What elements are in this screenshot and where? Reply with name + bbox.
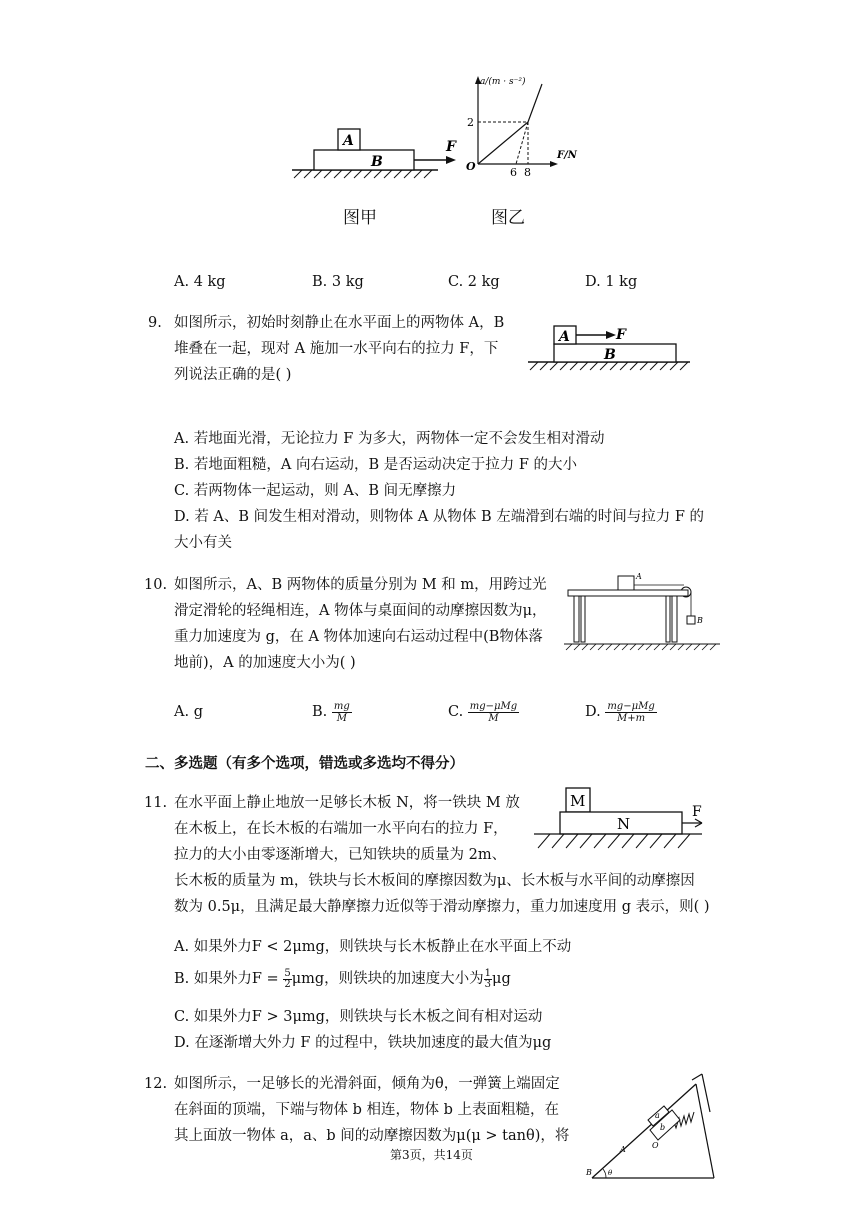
q10-figure [562, 570, 722, 658]
q11-line-4: 长木板的质量为 m，铁块与长木板间的摩擦因数为μ、长木板与水平间的动摩擦因 [174, 873, 695, 889]
q11-figure [532, 786, 712, 852]
q10-option-a: A. g [174, 704, 203, 720]
q12-line-1: 如图所示，一足够长的光滑斜面，倾角为θ，一弹簧上端固定 [174, 1076, 560, 1092]
q9-option-a: A. 若地面光滑，无论拉力 F 为多大，两物体一定不会发生相对滑动 [174, 431, 605, 447]
top-figure [280, 70, 620, 190]
q9-number: 9. [148, 315, 162, 331]
svg-text:B: B [586, 1168, 592, 1177]
q11-option-a: A. 如果外力F < 2μmg，则铁块与长木板静止在水平面上不动 [174, 939, 572, 955]
q11-line-2: 在木板上，在长木板的右端加一水平向右的拉力 F， [174, 821, 508, 837]
block-b [314, 150, 414, 170]
q11-option-b: B. 如果外力F = $\frac{5}{2}$ μmg，则铁块的加速度大小为 $\frac{1}{3}$ μg [174, 967, 511, 990]
q9-line-3: 列说法正确的是( ) [174, 367, 292, 383]
q9-line-2: 堆叠在一起，现对 A 施加一水平向右的拉力 F，下 [174, 341, 499, 357]
svg-text:O: O [652, 1141, 659, 1150]
q10-line-4: 地前)，A 的加速度大小为( ) [174, 655, 356, 671]
q11-option-d: D. 在逐渐增大外力 F 的过程中，铁块加速度的最大值为μg [174, 1035, 552, 1051]
svg-text:b: b [660, 1123, 666, 1132]
svg-text:A: A [620, 1145, 626, 1154]
section-2-heading: 二、多选题（有多个选项，错选或多选均不得分） [145, 756, 464, 772]
q12-line-2: 在斜面的顶端，下端与物体 b 相连，物体 b 上表面粗糙，在 [174, 1102, 559, 1118]
svg-text:F: F [616, 327, 626, 343]
q8-option-b: B. 3 kg [312, 274, 364, 290]
svg-text:B: B [604, 347, 616, 363]
axis-y-label: a/(m · s⁻²) [480, 77, 526, 87]
svg-text:A: A [636, 572, 642, 581]
q9-option-c: C. 若两物体一起运动，则 A、B 间无摩擦力 [174, 483, 457, 499]
tick-x-8: 8 [524, 166, 531, 179]
label-a: A [343, 133, 354, 149]
q11-option-c: C. 如果外力F > 3μmg，则铁块与长木板之间有相对运动 [174, 1009, 543, 1025]
svg-text:M: M [570, 792, 586, 810]
q11-line-5: 数为 0.5μ，且满足最大静摩擦力近似等于滑动摩擦力，重力加速度用 g 表示，则( ) [174, 899, 710, 915]
q8-option-c: C. 2 kg [448, 274, 500, 290]
q12-line-3: 其上面放一物体 a，a、b 间的动摩擦因数为μ(μ > tanθ)，将 [174, 1128, 570, 1144]
q9-option-d-cont: 大小有关 [174, 535, 232, 551]
q11-number: 11. [144, 795, 168, 811]
q12-number: 12. [144, 1076, 168, 1092]
svg-text:θ: θ [608, 1169, 613, 1177]
q12-figure [584, 1072, 720, 1182]
q10-line-1: 如图所示，A、B 两物体的质量分别为 M 和 m，用跨过光 [174, 577, 547, 593]
axis-x-label: F/N [557, 150, 577, 161]
q9-option-b: B. 若地面粗糙，A 向右运动，B 是否运动决定于拉力 F 的大小 [174, 457, 577, 473]
svg-text:B: B [697, 616, 703, 625]
q11-line-1: 在水平面上静止地放一足够长木板 N，将一铁块 M 放 [174, 795, 520, 811]
origin-label: O [466, 160, 476, 173]
q10-number: 10. [144, 577, 168, 593]
q10-option-c: C. $\frac{\text{mg−μMg}}{M}$ [448, 700, 518, 724]
svg-text:a: a [655, 1111, 660, 1120]
tick-y-2: 2 [467, 116, 474, 129]
q9-line-1: 如图所示，初始时刻静止在水平面上的两物体 A，B [174, 315, 505, 331]
q10-line-2: 滑定滑轮的轻绳相连，A 物体与桌面间的动摩擦因数为μ， [174, 603, 547, 619]
caption-left: 图甲 [343, 208, 377, 228]
q10-line-3: 重力加速度为 g，在 A 物体加速向右运动过程中(B物体落 [174, 629, 543, 645]
q9-figure [526, 318, 692, 374]
q8-option-a: A. 4 kg [174, 274, 226, 290]
caption-right: 图乙 [491, 208, 525, 228]
q9-option-d: D. 若 A、B 间发生相对滑动，则物体 A 从物体 B 左端滑到右端的时间与拉力 F 的 [174, 509, 705, 525]
svg-text:N: N [617, 815, 631, 833]
label-b: B [371, 154, 383, 170]
tick-x-6: 6 [510, 166, 517, 179]
label-f: F [446, 139, 456, 155]
q11-line-3: 拉力的大小由零逐渐增大，已知铁块的质量为 2m、 [174, 847, 507, 863]
q8-option-d: D. 1 kg [585, 274, 638, 290]
q10-option-d: D. $\frac{\text{mg−μMg}}{M+m}$ [585, 700, 655, 724]
q10-option-b: B. $\frac{mg}{M}$ [312, 700, 350, 724]
svg-text:A: A [559, 329, 570, 345]
svg-text:F: F [692, 804, 702, 820]
page-footer: 第3页，共14页 [390, 1148, 473, 1162]
